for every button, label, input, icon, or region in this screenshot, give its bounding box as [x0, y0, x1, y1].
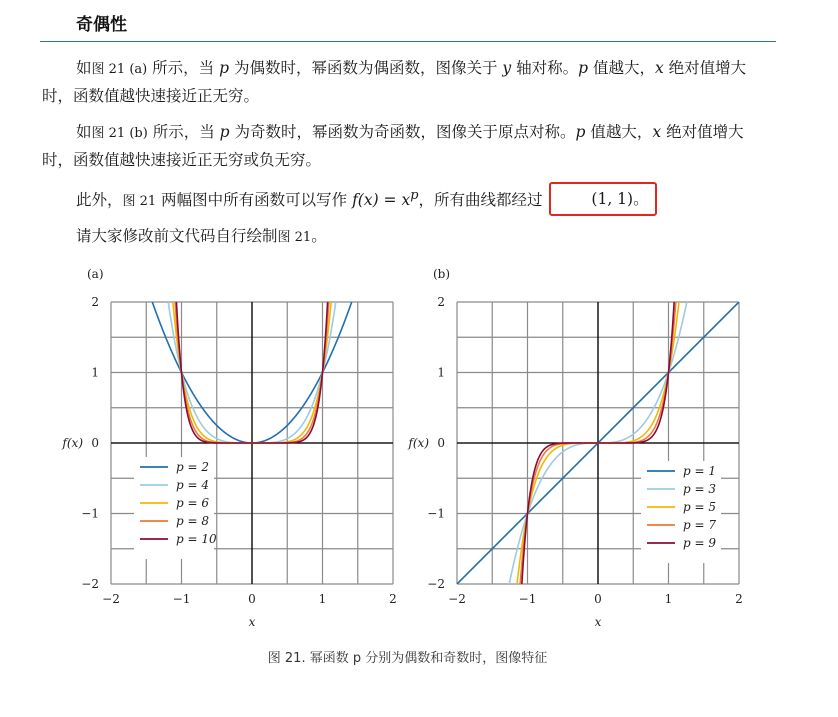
- legend: [641, 461, 721, 563]
- y-tick-label: 0: [91, 436, 99, 450]
- y-tick-label: 2: [91, 295, 99, 309]
- legend-label: p = 5: [683, 500, 716, 514]
- y-tick-label: −1: [427, 506, 445, 521]
- figure-caption: 图 21. 幂函数 p 分别为偶数和奇数时，图像特征: [267, 651, 548, 666]
- y-axis-label: f(x): [62, 436, 83, 450]
- panel-label: (b): [433, 267, 451, 281]
- legend-label: p = 10: [176, 532, 217, 546]
- paragraph-exercise: 请大家修改前文代码自行绘制图 21。: [76, 227, 327, 245]
- paragraph-odd: 如图 21 (b) 所示，当 p 为奇数时，幂函数为奇函数，图像关于原点对称。p 值越大，x 绝对值增大时，函数值越快速接近正无穷或负无穷。: [42, 123, 744, 169]
- y-tick-label: 0: [437, 436, 445, 450]
- figure-ref[interactable]: 图 21 (a): [91, 62, 148, 77]
- x-tick-label: −2: [448, 592, 466, 606]
- x-tick-label: 2: [389, 592, 397, 606]
- x-tick-label: 0: [248, 592, 256, 606]
- legend-label: p = 6: [176, 496, 209, 510]
- y-tick-label: −2: [81, 577, 99, 591]
- legend-label: p = 4: [176, 478, 209, 492]
- y-tick-label: −2: [427, 577, 445, 591]
- section-title: 奇偶性: [76, 15, 127, 35]
- legend-label: p = 9: [683, 536, 716, 550]
- legend: [134, 457, 217, 559]
- x-tick-label: −1: [518, 592, 537, 606]
- x-tick-label: 0: [594, 592, 602, 606]
- figure-ref[interactable]: 图 21: [122, 194, 157, 210]
- x-tick-label: −2: [102, 592, 120, 606]
- legend-label: p = 7: [683, 518, 716, 532]
- legend-label: p = 8: [176, 514, 209, 528]
- y-tick-label: 2: [437, 295, 445, 309]
- legend-label: p = 2: [176, 460, 209, 474]
- chart-panel-a: [61, 255, 396, 629]
- chart-panel-b: [407, 255, 742, 640]
- y-tick-label: 1: [91, 365, 99, 380]
- panel-label: (a): [87, 267, 104, 281]
- y-axis-label: f(x): [408, 436, 429, 450]
- highlighted-point: (1, 1)。: [549, 182, 656, 216]
- x-tick-label: 1: [664, 592, 673, 606]
- y-tick-label: 1: [437, 365, 445, 380]
- figure-ref[interactable]: 图 21 (b): [91, 126, 148, 141]
- figure-ref[interactable]: 图 21: [277, 230, 312, 245]
- x-axis-label: x: [248, 615, 256, 629]
- paragraph-general: 此外，图 21 两幅图中所有函数可以写作 $f(x) = x^p$，所有曲线都经过 (1, 1)。: [42, 183, 772, 217]
- x-tick-label: 2: [735, 592, 743, 606]
- paragraph-even: 如图 21 (a) 所示，当 p 为偶数时，幂函数为偶函数，图像关于 y 轴对称。p 值越大，x 绝对值增大时，函数值越快速接近正无穷。: [42, 59, 747, 105]
- legend-label: p = 3: [683, 482, 716, 496]
- x-axis-label: x: [594, 615, 602, 629]
- y-tick-label: −1: [81, 506, 99, 521]
- figure-21: [0, 255, 838, 640]
- formula: f(x) = x: [352, 191, 411, 210]
- legend-label: p = 1: [683, 464, 716, 478]
- x-tick-label: −1: [172, 592, 191, 606]
- section-divider: [40, 41, 776, 42]
- x-tick-label: 1: [318, 592, 327, 606]
